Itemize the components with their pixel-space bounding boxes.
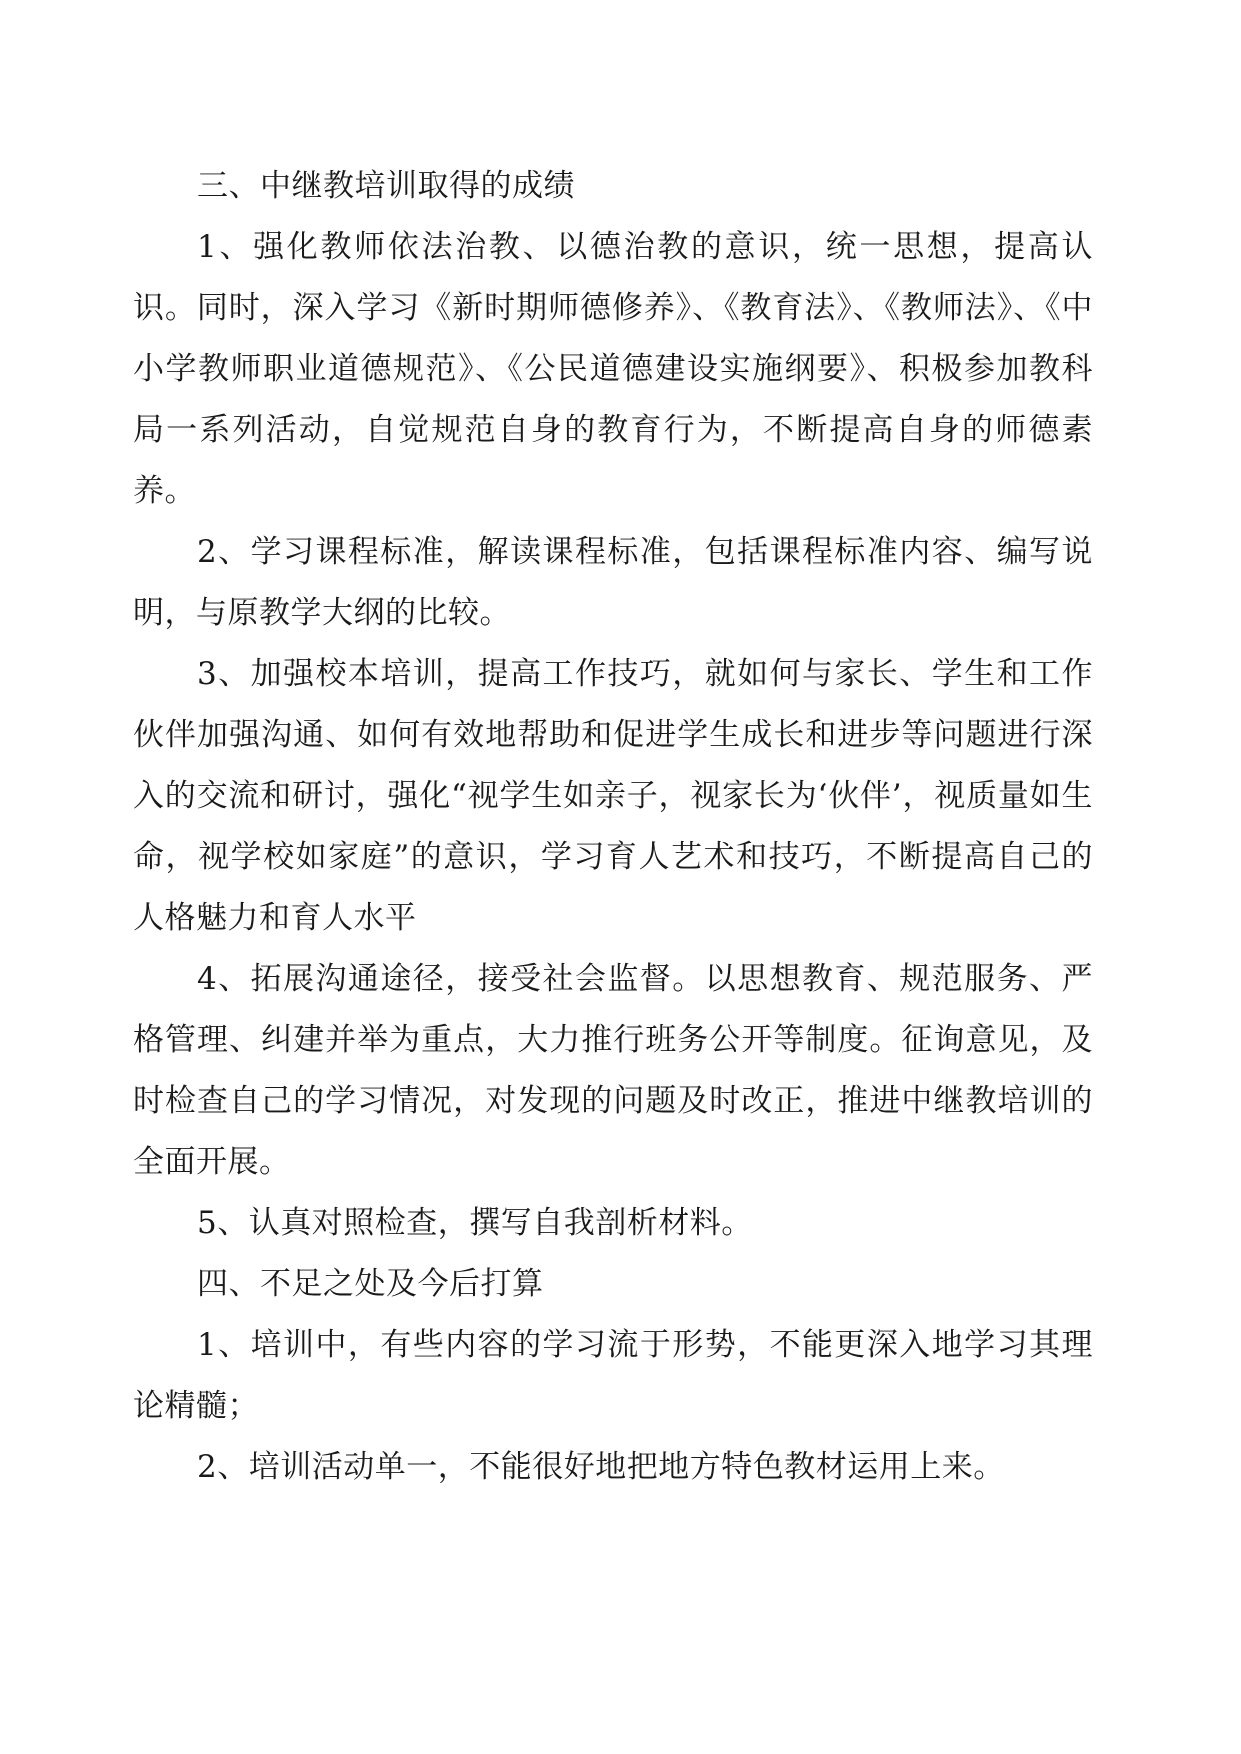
- paragraph-shortcoming-1: 1、培训中，有些内容的学习流于形势，不能更深入地学习其理论精髓；: [133, 1327, 1093, 1424]
- paragraph-achievement-3: 3、加强校本培训，提高工作技巧，就如何与家长、学生和工作伙伴加强沟通、如何有效地帮助和促进学生成长和进步等问题进行深入的交流和研讨，强化“视学生如亲子，视家长为‘伙伴’，视质量如生命，视学校如家庭”的意识，学习育人艺术和技巧，不断提高自己的人格魅力和育人水平: [133, 656, 1093, 936]
- section-heading-achievements: 三、中继教培训取得的成绩: [197, 168, 575, 204]
- document-body: [133, 156, 1093, 1498]
- section-heading-shortcomings: 四、不足之处及今后打算: [197, 1266, 544, 1302]
- paragraph-achievement-1: 1、强化教师依法治教、以德治教的意识，统一思想，提高认识。同时，深入学习《新时期师德修养》、《教育法》、《教师法》、《中小学教师职业道德规范》、《公民道德建设实施纲要》、积极参加教科局一系列活动，自觉规范自身的教育行为，不断提高自身的师德素养。: [133, 229, 1093, 509]
- paragraph-achievement-4: 4、拓展沟通途径，接受社会监督。以思想教育、规范服务、严格管理、纠建并举为重点，大力推行班务公开等制度。征询意见，及时检查自己的学习情况，对发现的问题及时改正，推进中继教培训的全面开展。: [133, 961, 1093, 1180]
- paragraph-achievement-5: 5、认真对照检查，撰写自我剖析材料。: [197, 1205, 753, 1241]
- paragraph-shortcoming-2: 2、培训活动单一，不能很好地把地方特色教材运用上来。: [197, 1449, 1005, 1485]
- paragraph-achievement-2: 2、学习课程标准，解读课程标准，包括课程标准内容、编写说明，与原教学大纲的比较。: [133, 534, 1093, 631]
